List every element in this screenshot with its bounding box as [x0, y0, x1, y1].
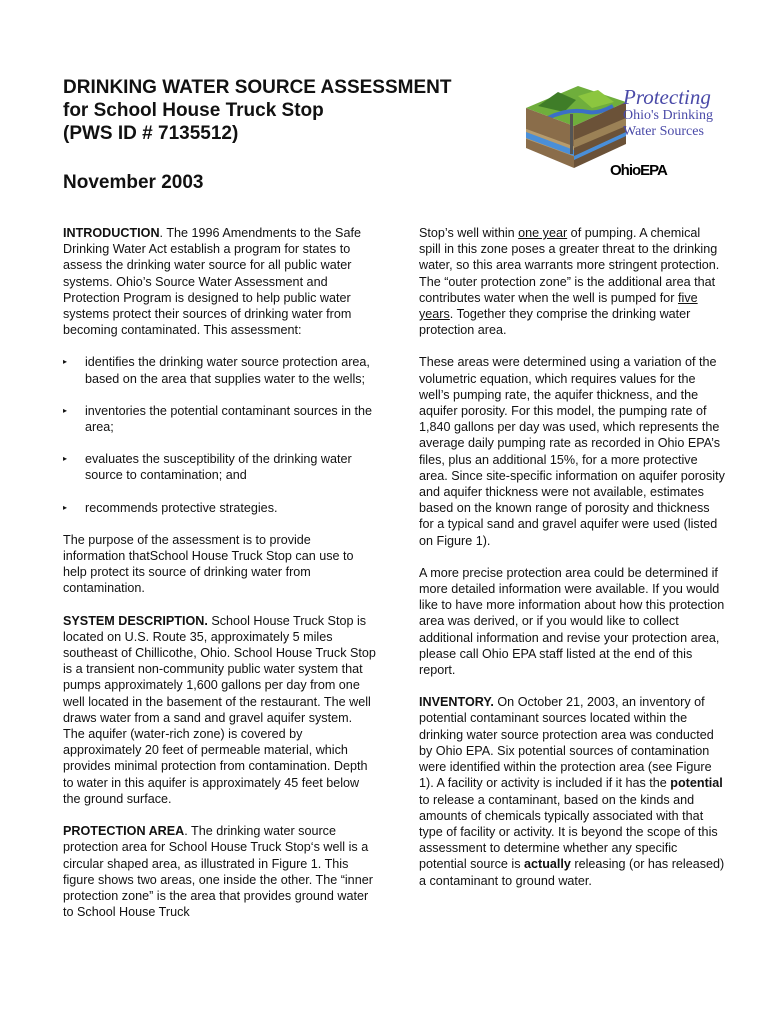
bullet-arrow-icon: ▸ [63, 502, 68, 512]
system-text: School House Truck Stop is located on U.S. Route 35, approximately 5 miles southeast of Chillicothe, Ohio. School House Truck Stop is a transient non-community public water system that pumps approximately 1,600 gallons per day from one well located in the basement of the restaurant. The well draws water from a sand and gravel aquifer system. The aquifer (water-rich zone) is covered by approximately 20 feet of permeable material, which provides minimal protection from contamination. Depth to water in this aquifer is approximately 45 feet below the ground surface. [63, 613, 376, 806]
bullet-text: identifies the drinking water source protection area, based on the area that supplies water to the wells; [85, 355, 370, 386]
bullet-arrow-icon: ▸ [63, 454, 68, 464]
logo-agency: OhioEPA [610, 162, 667, 179]
logo-line-2: Ohio's Drinking [623, 108, 714, 123]
intro-heading: INTRODUCTION [63, 226, 160, 240]
title-line-3: (PWS ID # 7135512) [63, 123, 239, 144]
system-description-paragraph [63, 613, 376, 807]
precise-area-paragraph: A more precise protection area could be determined if more detailed information were available. If you would like to have more information about how this protection area was derived, or if you would like to collect additional information and revise your protection area, please call Ohio EPA staff listed at the end of this report. [419, 565, 725, 678]
text-run: of pumping. A chemical spill in this zone poses a greater threat to the drinking water, so this area warrants more stringent protection. The “outer protection zone” is the additional area that contributes water when the well is pumped for [419, 226, 720, 305]
bullet-arrow-icon: ▸ [63, 357, 68, 367]
bullet-item [63, 354, 376, 386]
title-line-1: DRINKING WATER SOURCE ASSESSMENT [63, 77, 452, 98]
five-years-underlined: five years [419, 290, 698, 322]
system-heading: SYSTEM DESCRIPTION. [63, 613, 208, 628]
right-column [419, 225, 725, 905]
protection-area-paragraph [63, 823, 376, 920]
bullet-item [63, 451, 376, 483]
protection-text: . The drinking water source protection area for School House Truck Stop‘s well is a circular shaped area, as illustrated in Figure 1. This figure shows two areas, one inside the other. The “inner protection zone” is the area that provides ground water to School House Truck [63, 824, 373, 920]
logo-text [623, 86, 713, 140]
bullet-arrow-icon: ▸ [63, 405, 68, 415]
text-run: to release a contaminant, based on the kinds and amounts of chemicals typically associated with that type of facility or activity. It is beyond the scope of this assessment to determine whether any specific potential source is [419, 792, 718, 872]
text-run: On October 21, 2003, an inventory of potential contaminant sources located within the drinking water source protection area was conducted by Ohio EPA. Six potential sources of contamination were identified within the protection area (see Figure 1). A facility or activity is included if it has the [419, 695, 714, 791]
volumetric-paragraph: These areas were determined using a variation of the volumetric equation, which requires values for the well’s pumping rate, the aquifer thickness, and the aquifer porosity. For this model, the pumping rate of 1,840 gallons per day was used, which represents the average daily pumping rate as recorded in Ohio EPA’s files, plus an additional 15%, for a more protective area. Since site-specific information on aquifer porosity and aquifer thickness were not available, estimates based on the known range of porosity and thickness for a typical sand and gravel aquifer were used (listed on Figure 1). [419, 355, 725, 548]
protection-zone-paragraph [419, 225, 725, 338]
bullet-text: recommends protective strategies. [85, 500, 278, 515]
bullet-item [63, 403, 376, 435]
inventory-heading: INVENTORY. [419, 695, 494, 710]
logo-line-3: Water Sources [623, 124, 704, 139]
bullet-text: inventories the potential contaminant sources in the area; [85, 403, 373, 435]
document-date: November 2003 [63, 172, 204, 193]
inventory-paragraph [419, 694, 725, 888]
bullet-text: evaluates the susceptibility of the drinking water source to contamination; and [85, 452, 352, 483]
purpose-paragraph: The purpose of the assessment is to provide information thatSchool House Truck Stop can use to help protect its source of drinking water from contamination. [63, 532, 354, 596]
document-title [63, 76, 503, 145]
text-run: Stop’s well within [419, 226, 519, 240]
text-run: . Together they comprise the drinking water protection area. [419, 307, 691, 338]
title-line-2: for School House Truck Stop [63, 100, 324, 121]
intro-text: . The 1996 Amendments to the Safe Drinking Water Act establish a program for states to assess the drinking water source for all public water systems. Ohio’s Source Water Assessment and Protection Program is designed to help public water systems protect their sources of drinking water from becoming contaminated. This assessment: [63, 226, 361, 338]
ohio-epa-logo [518, 78, 738, 188]
potential-bold: potential [670, 776, 723, 791]
text-run: releasing (or has released) a contaminant to ground water. [419, 857, 725, 888]
protection-heading: PROTECTION AREA [63, 824, 185, 839]
logo-line-1: Protecting [623, 85, 711, 109]
left-column [63, 225, 376, 936]
actually-bold: actually [524, 857, 571, 872]
intro-paragraph [63, 225, 376, 338]
landscape-block-icon [518, 78, 628, 173]
one-year-underlined: one year [518, 226, 568, 240]
bullet-item [63, 500, 376, 516]
